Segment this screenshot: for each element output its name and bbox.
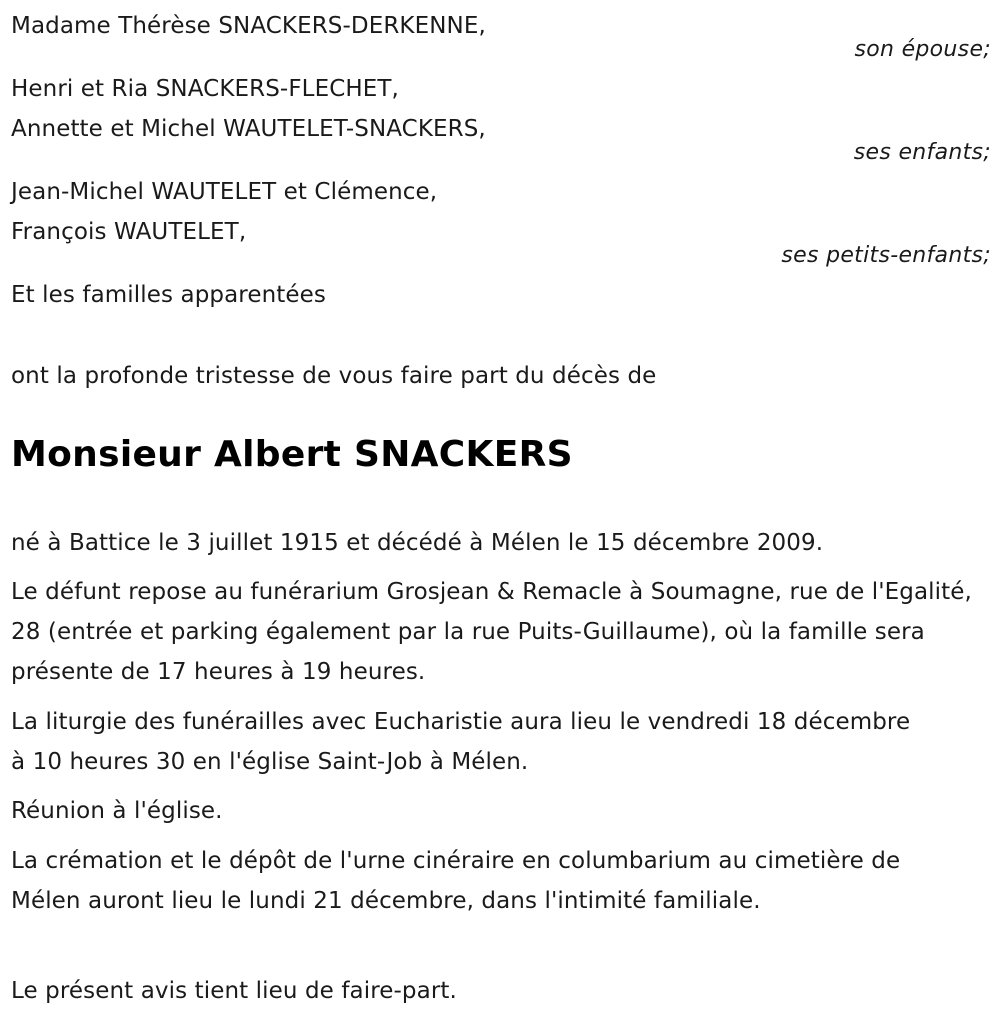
meeting-paragraph: Réunion à l'église. xyxy=(11,798,223,824)
cremation-paragraph: La crémation et le dépôt de l'urne cinéraire en columbarium au cimetière de Mélen auront lieu le lundi 21 décembre, dans l'intimité familiale. xyxy=(11,848,901,914)
grandchildren-role: ses petits-enfants; xyxy=(781,243,991,268)
funerarium-paragraph: Le défunt repose au funérarium Grosjean & Remacle à Soumagne, rue de l'Egalité, 28 (entrée et parking également par la rue Puits-Guillaume), où la famille sera présente de 17 heures à 19 heures. xyxy=(11,579,972,685)
liturgy-paragraph: La liturgie des funérailles avec Eucharistie aura lieu le vendredi 18 décembre à 10 heures 30 en l'église Saint-Job à Mélen. xyxy=(11,709,911,775)
spouse-name: Madame Thérèse SNACKERS-DERKENNE, xyxy=(11,13,486,39)
children-role: ses enfants; xyxy=(853,140,991,165)
grandchild-name: François WAUTELET, xyxy=(11,219,247,245)
birth-death-paragraph: né à Battice le 3 juillet 1915 et décédé à Mélen le 15 décembre 2009. xyxy=(11,530,824,556)
announcement-intro: ont la profonde tristesse de vous faire part du décès de xyxy=(11,363,657,389)
child-name: Annette et Michel WAUTELET-SNACKERS, xyxy=(11,116,486,142)
grandchild-name: Jean-Michel WAUTELET et Clémence, xyxy=(11,179,438,205)
notice-paragraph: Le présent avis tient lieu de faire-part. xyxy=(11,978,457,1004)
child-name: Henri et Ria SNACKERS-FLECHET, xyxy=(11,76,399,102)
relatives-line: Et les familles apparentées xyxy=(11,282,326,308)
spouse-role: son épouse; xyxy=(854,37,991,62)
deceased-name: Monsieur Albert SNACKERS xyxy=(11,434,573,475)
